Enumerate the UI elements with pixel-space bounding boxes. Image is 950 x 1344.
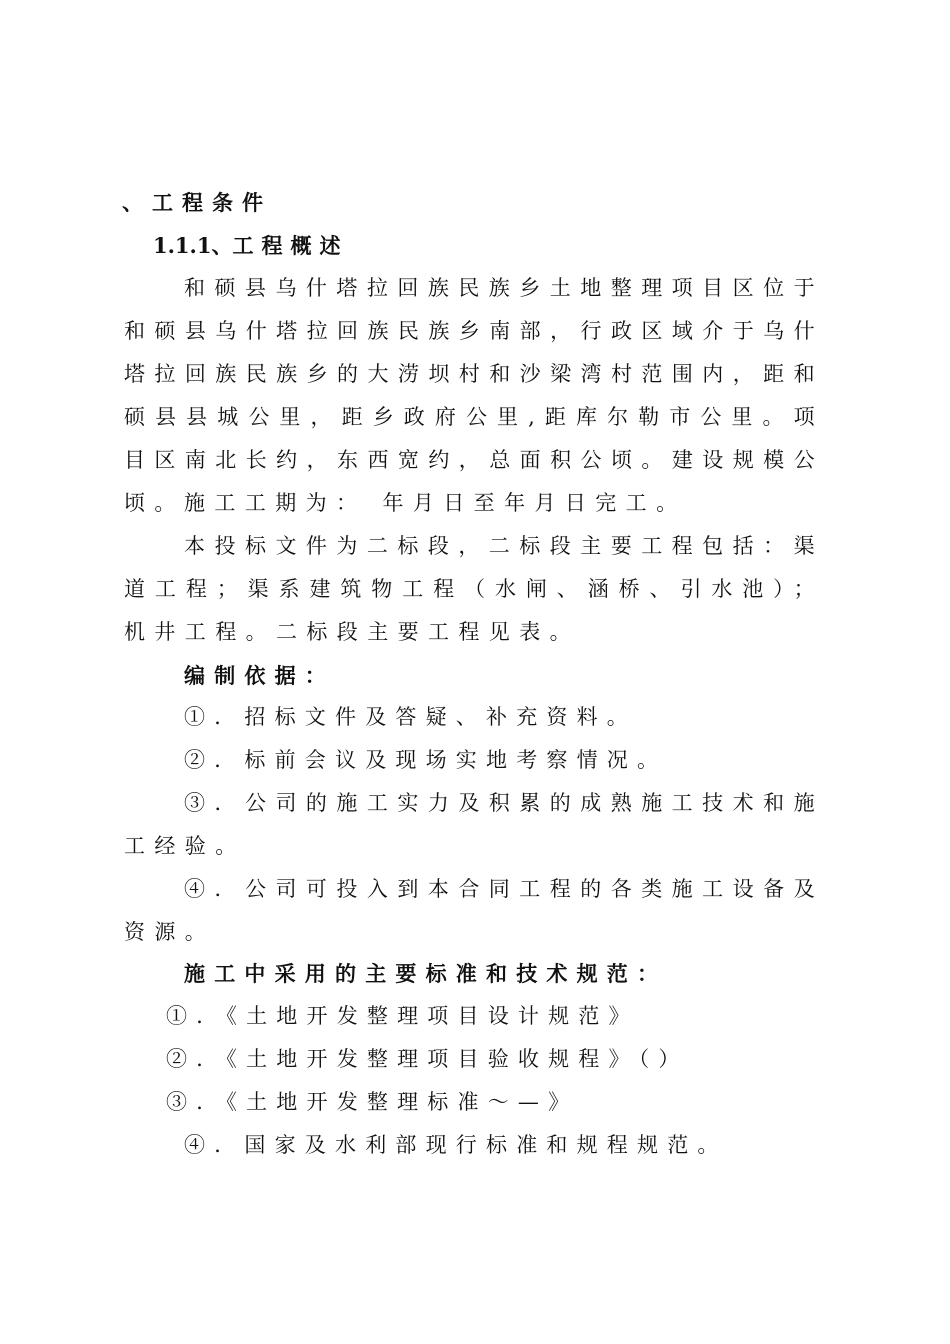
standard-item-2: ②．《土地开发整理项目验收规程》（） xyxy=(166,1047,689,1071)
basis-item-1: ①．招标文件及答疑、补充资料。 xyxy=(184,705,637,729)
overview-paragraph: 和硕县乌什塔拉回族民族乡土地整理项目区位于和硕县乌什塔拉回族民族乡南部，行政区域介于乌什塔拉回族民族乡的大涝坝村和沙梁湾村范围内，距和硕县县城公里，距乡政府公里,距库尔勒市公里。项目区南北长约，东西宽约，总面积公顷。建设规模公顷。 xyxy=(124,276,824,515)
subsection-heading xyxy=(153,233,348,259)
subsection-number: 1.1.1、 xyxy=(153,233,233,258)
subsection-title: 工程概述 xyxy=(232,233,349,258)
standard-item-4: ④．国家及水利部现行标准和规程规范。 xyxy=(184,1133,728,1157)
basis-item-2: ②．标前会议及现场实地考察情况。 xyxy=(184,748,668,772)
basis-item-4: ④．公司可投入到本合同工程的各类施工设备及资源。 xyxy=(124,877,824,944)
construction-period-paragraph: 施工工期为： 年月日至年月日完工。 xyxy=(184,491,687,515)
bid-scope-paragraph: 本投标文件为二标段，二标段主要工程包括：渠道工程；渠系建筑物工程（水闸、涵桥、引水池）；机井工程。二标段主要工程见表。 xyxy=(124,534,824,644)
standard-item-1: ①．《土地开发整理项目设计规范》 xyxy=(166,1004,639,1028)
section-title: 、工程条件 xyxy=(122,190,272,215)
basis-heading: 编制依据： xyxy=(184,663,335,688)
basis-item-3: ③．公司的施工实力及积累的成熟施工技术和施工经验。 xyxy=(124,791,824,858)
standard-item-3: ③．《土地开发整理标准～—》 xyxy=(166,1090,579,1114)
standards-heading: 施工中采用的主要标准和技术规范： xyxy=(184,961,668,986)
